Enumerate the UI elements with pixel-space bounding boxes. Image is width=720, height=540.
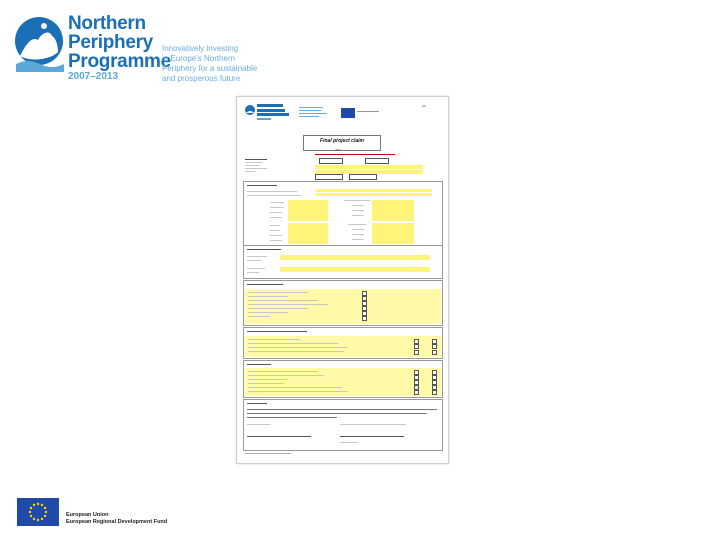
section-bank bbox=[243, 245, 443, 279]
npp-logo-icon bbox=[14, 14, 64, 74]
tagline-line-1: Innovatively investing bbox=[162, 44, 239, 53]
doc-eu-caption bbox=[357, 111, 379, 112]
doc-page-number: 1/2 bbox=[422, 105, 426, 108]
red-note bbox=[315, 154, 395, 155]
eu-flag-icon bbox=[17, 498, 59, 526]
form-title: Final project claim bbox=[320, 138, 364, 144]
project-fields-labels bbox=[245, 159, 275, 181]
form-version: 2013 bbox=[335, 149, 341, 152]
doc-logo-icon bbox=[245, 105, 255, 117]
eu-caption-line-1: European Union bbox=[66, 512, 109, 518]
section-supporting-documents bbox=[243, 280, 443, 326]
reporting-period-b[interactable] bbox=[349, 174, 377, 180]
brand-name bbox=[68, 14, 171, 71]
brand-line-3: Programme bbox=[68, 51, 171, 72]
section-contact bbox=[243, 181, 443, 246]
period-to-field[interactable] bbox=[365, 158, 389, 164]
period-from-field[interactable] bbox=[319, 158, 343, 164]
programme-years: 2007–2013 bbox=[68, 71, 119, 82]
tagline-line-3: Periphery for a sustainable bbox=[162, 64, 258, 73]
section-expenditure bbox=[243, 360, 443, 398]
tagline bbox=[162, 44, 272, 84]
doc-tagline bbox=[299, 107, 329, 121]
reporting-period-a[interactable] bbox=[315, 174, 343, 180]
brand-line-2: Periphery bbox=[68, 32, 153, 53]
tagline-line-4: and prosperous future bbox=[162, 74, 241, 83]
section-signature bbox=[243, 399, 443, 451]
form-document-page bbox=[236, 96, 449, 464]
doc-brand-text bbox=[257, 104, 293, 122]
form-title-box bbox=[303, 135, 381, 151]
tagline-line-2: in Europe's Northern bbox=[162, 54, 236, 63]
project-acronym-field[interactable] bbox=[315, 165, 423, 169]
eu-caption-line-2: European Regional Development Fund bbox=[66, 519, 168, 525]
brand-line-1: Northern bbox=[68, 13, 146, 34]
section-publicity bbox=[243, 327, 443, 359]
doc-footer-note bbox=[245, 453, 291, 454]
doc-eu-flag-icon bbox=[341, 108, 355, 118]
eu-caption bbox=[66, 512, 167, 526]
